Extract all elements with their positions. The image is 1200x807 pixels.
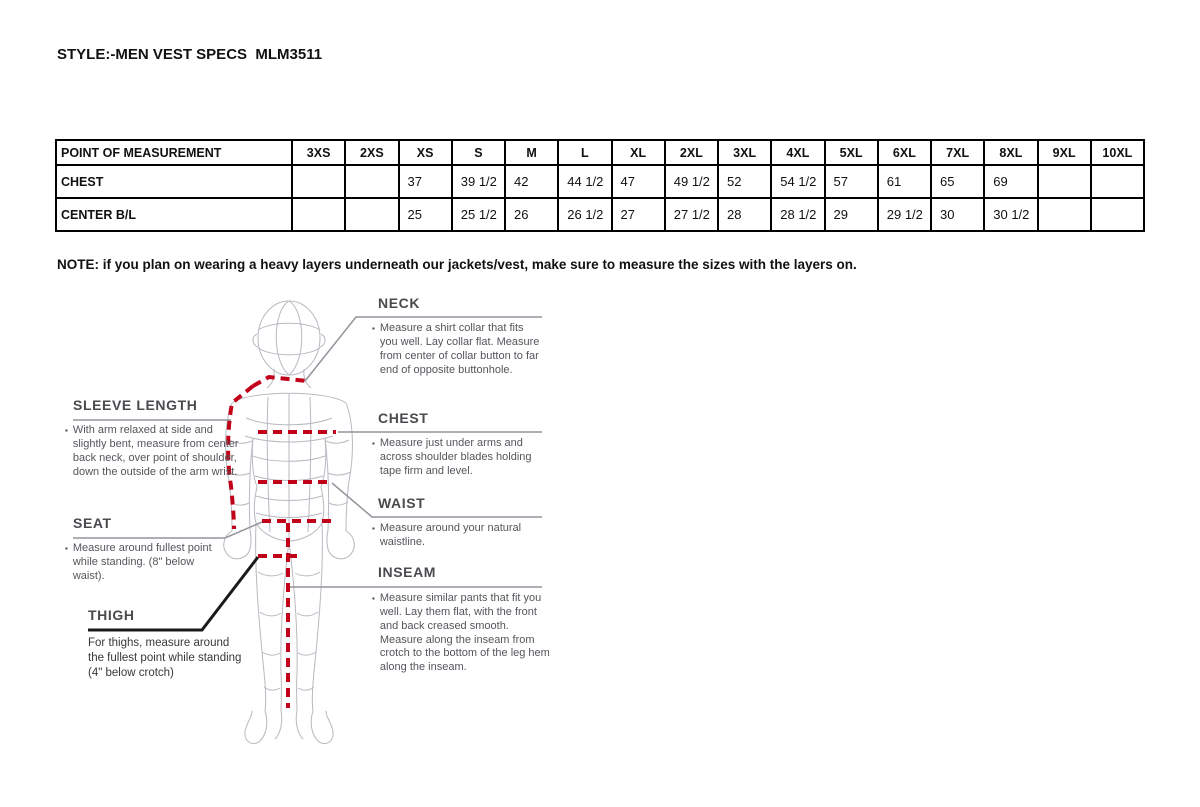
inseam-instructions [372, 592, 550, 675]
row-label-center-bl: CENTER B/L [56, 198, 292, 231]
measurement-value-cell: 47 [612, 165, 665, 198]
measurement-guide-diagram [60, 290, 550, 762]
neck-text: Measure a shirt collar that fits you well. Lay collar flat. Measure from center of collar button to far end of opposite buttonhole. [379, 322, 540, 376]
size-column-header: M [505, 140, 558, 165]
bullet-icon: ▪ [65, 426, 68, 435]
bullet-icon: ▪ [65, 544, 68, 553]
waist-text: Measure around your natural waistline. [379, 522, 522, 548]
measurement-value-cell [1038, 165, 1091, 198]
measurement-value-cell: 61 [878, 165, 931, 198]
measurement-value-cell: 29 [825, 198, 878, 231]
measurement-value-cell: 27 [612, 198, 665, 231]
page-title: STYLE:-MEN VEST SPECS MLM3511 [57, 46, 323, 63]
bullet-icon: ▪ [372, 324, 375, 333]
measurement-value-cell [345, 198, 398, 231]
size-column-header: 8XL [984, 140, 1037, 165]
size-column-header: 5XL [825, 140, 878, 165]
size-column-header: 7XL [931, 140, 984, 165]
size-column-header: XS [399, 140, 452, 165]
sleeve-length-instructions [65, 424, 241, 479]
seat-text: Measure around fullest point while standing. (8" below waist). [72, 542, 212, 582]
measurement-value-cell: 39 1/2 [452, 165, 505, 198]
inseam-heading: INSEAM [378, 564, 437, 580]
measurement-value-cell: 25 [399, 198, 452, 231]
measurement-value-cell: 54 1/2 [771, 165, 824, 198]
measurement-value-cell [1091, 198, 1144, 231]
waist-instructions [372, 522, 532, 550]
size-column-header: 3XS [292, 140, 345, 165]
size-column-header: 2XL [665, 140, 718, 165]
sleeve-length-text: With arm relaxed at side and slightly bent, measure from center back neck, over point of shoulder, down the outside of the arm wrist. [72, 424, 239, 478]
measurement-value-cell [292, 165, 345, 198]
table-row-chest [56, 165, 1144, 198]
sleeve-length-heading: SLEEVE LENGTH [73, 397, 198, 413]
thigh-instructions [88, 636, 246, 681]
bullet-icon: ▪ [372, 594, 375, 603]
measurement-value-cell: 42 [505, 165, 558, 198]
waist-heading: WAIST [378, 495, 426, 511]
measurement-value-cell: 26 1/2 [558, 198, 611, 231]
chest-text: Measure just under arms and across shoulder blades holding tape firm and level. [379, 437, 532, 477]
seat-instructions [65, 542, 227, 584]
size-column-header: 9XL [1038, 140, 1091, 165]
size-column-header: L [558, 140, 611, 165]
chest-heading: CHEST [378, 410, 429, 426]
measurement-value-cell: 28 1/2 [771, 198, 824, 231]
row-label-chest: CHEST [56, 165, 292, 198]
measurement-value-cell: 27 1/2 [665, 198, 718, 231]
measurement-value-cell: 37 [399, 165, 452, 198]
measurement-value-cell [345, 165, 398, 198]
neck-heading: NECK [378, 295, 421, 311]
table-row-center-bl [56, 198, 1144, 231]
measurement-value-cell: 28 [718, 198, 771, 231]
note-text: NOTE: if you plan on wearing a heavy layers underneath our jackets/vest, make sure to measure the sizes with the layers on. [57, 257, 857, 272]
thigh-heading: THIGH [88, 607, 135, 623]
size-column-header: 3XL [718, 140, 771, 165]
size-column-header: 10XL [1091, 140, 1144, 165]
chest-instructions [372, 437, 548, 479]
measurement-value-cell: 26 [505, 198, 558, 231]
thigh-text: For thighs, measure around the fullest point while standing (4" below crotch) [88, 637, 242, 679]
inseam-text: Measure similar pants that fit you well. Lay them flat, with the front and back creased smooth. Measure along the inseam from crotch to the bottom of the leg hem along the inseam. [379, 592, 550, 674]
neck-measure-line [253, 377, 307, 386]
measurement-value-cell: 69 [984, 165, 1037, 198]
measurement-value-cell: 49 1/2 [665, 165, 718, 198]
measurement-value-cell: 44 1/2 [558, 165, 611, 198]
measurement-value-cell: 65 [931, 165, 984, 198]
neck-instructions [372, 322, 544, 377]
size-chart-table [55, 139, 1145, 232]
measurement-value-cell [1091, 165, 1144, 198]
measurement-value-cell: 30 1/2 [984, 198, 1037, 231]
bullet-icon: ▪ [372, 439, 375, 448]
measurement-value-cell [1038, 198, 1091, 231]
measurement-value-cell: 25 1/2 [452, 198, 505, 231]
size-column-header: 4XL [771, 140, 824, 165]
table-header-point-of-measurement: POINT OF MEASUREMENT [56, 140, 292, 165]
size-column-header: 6XL [878, 140, 931, 165]
bullet-icon: ▪ [372, 524, 375, 533]
measurement-value-cell: 29 1/2 [878, 198, 931, 231]
measurement-value-cell: 30 [931, 198, 984, 231]
size-column-header: S [452, 140, 505, 165]
size-column-header: XL [612, 140, 665, 165]
table-header-row [56, 140, 1144, 165]
measurement-value-cell [292, 198, 345, 231]
size-column-header: 2XS [345, 140, 398, 165]
measurement-value-cell: 57 [825, 165, 878, 198]
measurement-value-cell: 52 [718, 165, 771, 198]
seat-heading: SEAT [73, 515, 112, 531]
